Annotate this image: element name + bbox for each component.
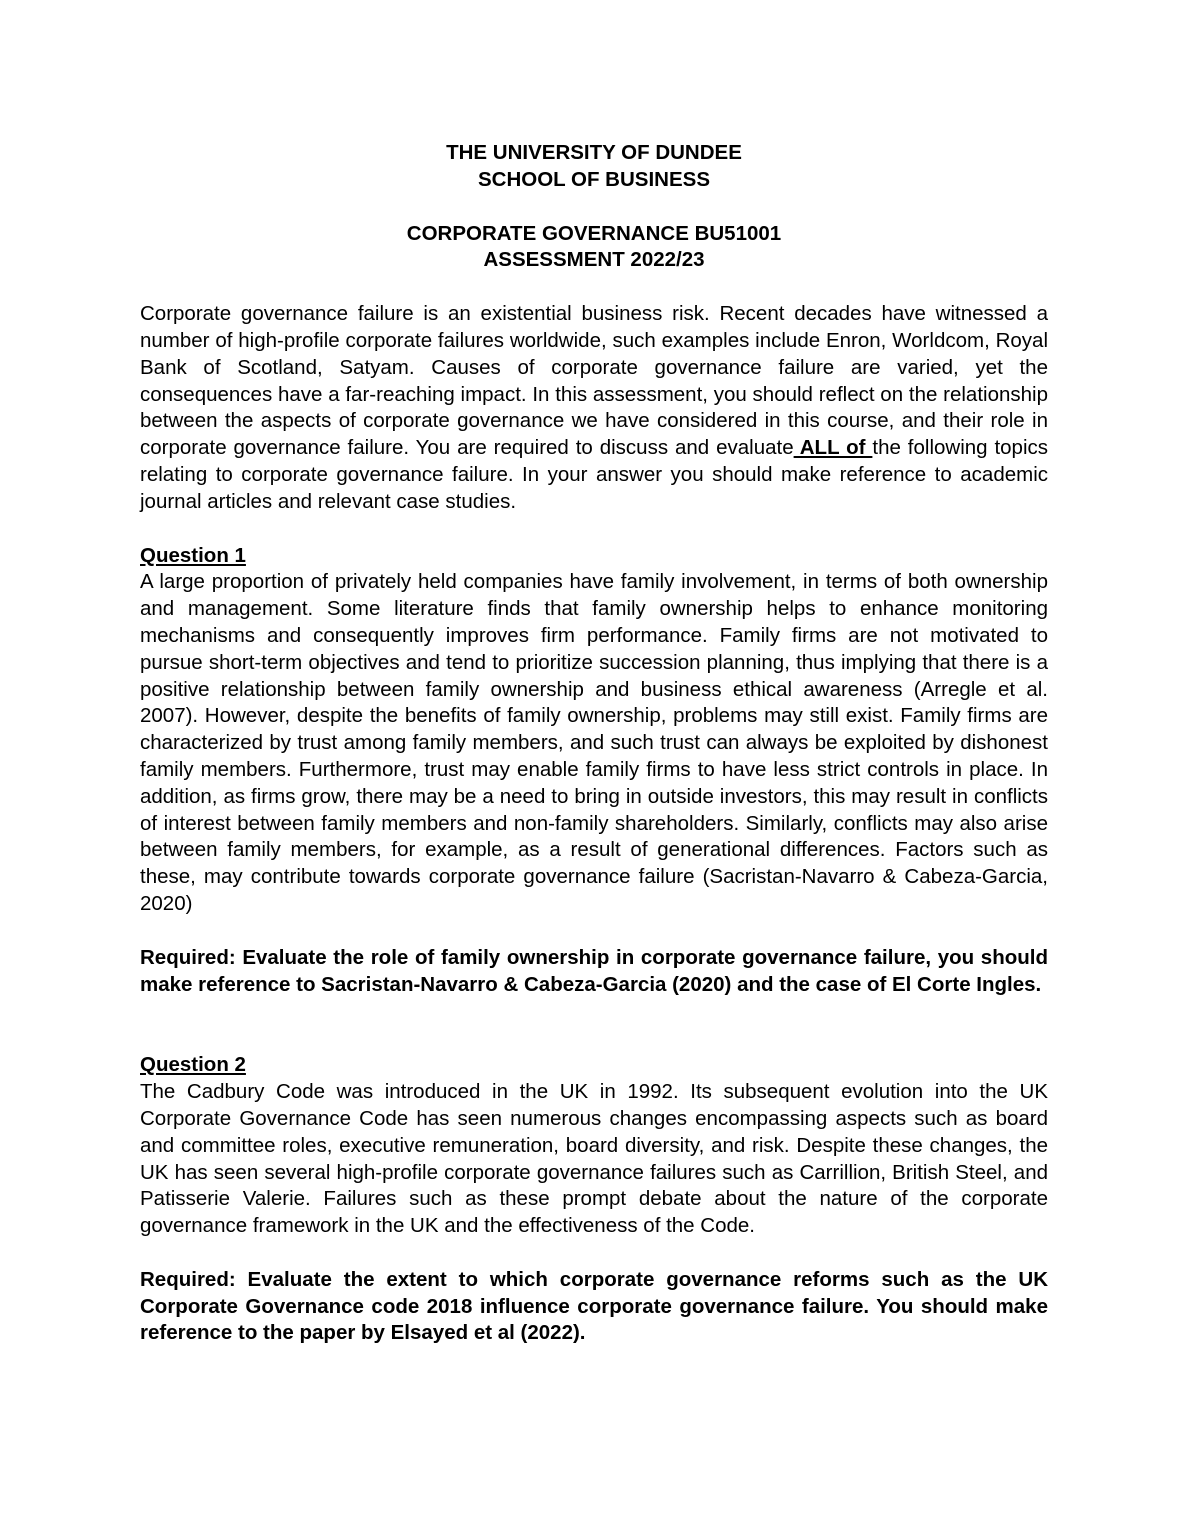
question-2-heading: Question 2 [140,1053,246,1077]
document-page [140,140,1048,1347]
university-name: THE UNIVERSITY OF DUNDEE [446,141,742,164]
question-1-required: Required: Evaluate the role of family ownership in corporate governance failure, you should make reference to Sacristan-Navarro & Cabeza-Garcia (2020) and the case of El Corte Ingles. [140,945,1048,996]
intro-text-before: Corporate governance failure is an existential business risk. Recent decades have witnessed a number of high-profile corporate failures worldwide, such examples include Enron, Worldcom, Royal Bank of Scotland, Satyam. Causes of corporate governance failure are varied, yet the consequences have a far-reaching impact. In this assessment, you should reflect on the relationship between the aspects of corporate governance we have considered in this course, and their role in corporate governance failure. You are required to discuss and evaluate [140,302,1048,460]
intro-emphasis: ALL of [793,436,873,460]
question-2-required: Required: Evaluate the extent to which corporate governance reforms such as the UK Corporate Governance code 2018 influence corporate governance failure. You should make reference to the paper by Elsayed et al (2022). [140,1267,1048,1345]
question-1-heading: Question 1 [140,543,246,567]
intro-text-after: the following topics relating to corporate governance failure. In your answer you should make reference to academic journal articles and relevant case studies. [140,436,1049,513]
school-name: SCHOOL OF BUSINESS [478,167,710,191]
course-title: CORPORATE GOVERNANCE BU51001 [406,221,782,245]
document-header [140,140,1048,274]
question-2-body: The Cadbury Code was introduced in the UK in 1992. Its subsequent evolution into the UK Corporate Governance Code has seen numerous changes encompassing aspects such as board and committee roles, executive remuneration, board diversity, and risk. Despite these changes, the UK has seen several high-profile corporate governance failures such as Carrillion, British Steel, and Patisserie Valerie. Failures such as these prompt debate about the nature of the corporate governance framework in the UK and the effectiveness of the Code. [140,1080,1048,1238]
intro-paragraph [140,301,1048,515]
assessment-title: ASSESSMENT 2022/23 [483,248,705,272]
question-1-body: A large proportion of privately held companies have family involvement, in terms of both ownership and management. Some literature finds that family ownership helps to enhance monitoring mechanisms and consequently improves firm performance. Family firms are not motivated to pursue short-term objectives and tend to prioritize succession planning, thus implying that there is a positive relationship between family ownership and business ethical awareness (Arregle et al. 2007). However, despite the benefits of family ownership, problems may still exist. Family firms are characterized by trust among family members, and such trust can always be exploited by dishonest family members. Furthermore, trust may enable family firms to have less strict controls in place. In addition, as firms grow, there may be a need to bring in outside investors, this may result in conflicts of interest between family members and non-family shareholders. Similarly, conflicts may also arise between family members, for example, as a result of generational differences. Factors such as these, may contribute towards corporate governance failure (Sacristan-Navarro & Cabeza-Garcia, 2020) [140,570,1048,915]
